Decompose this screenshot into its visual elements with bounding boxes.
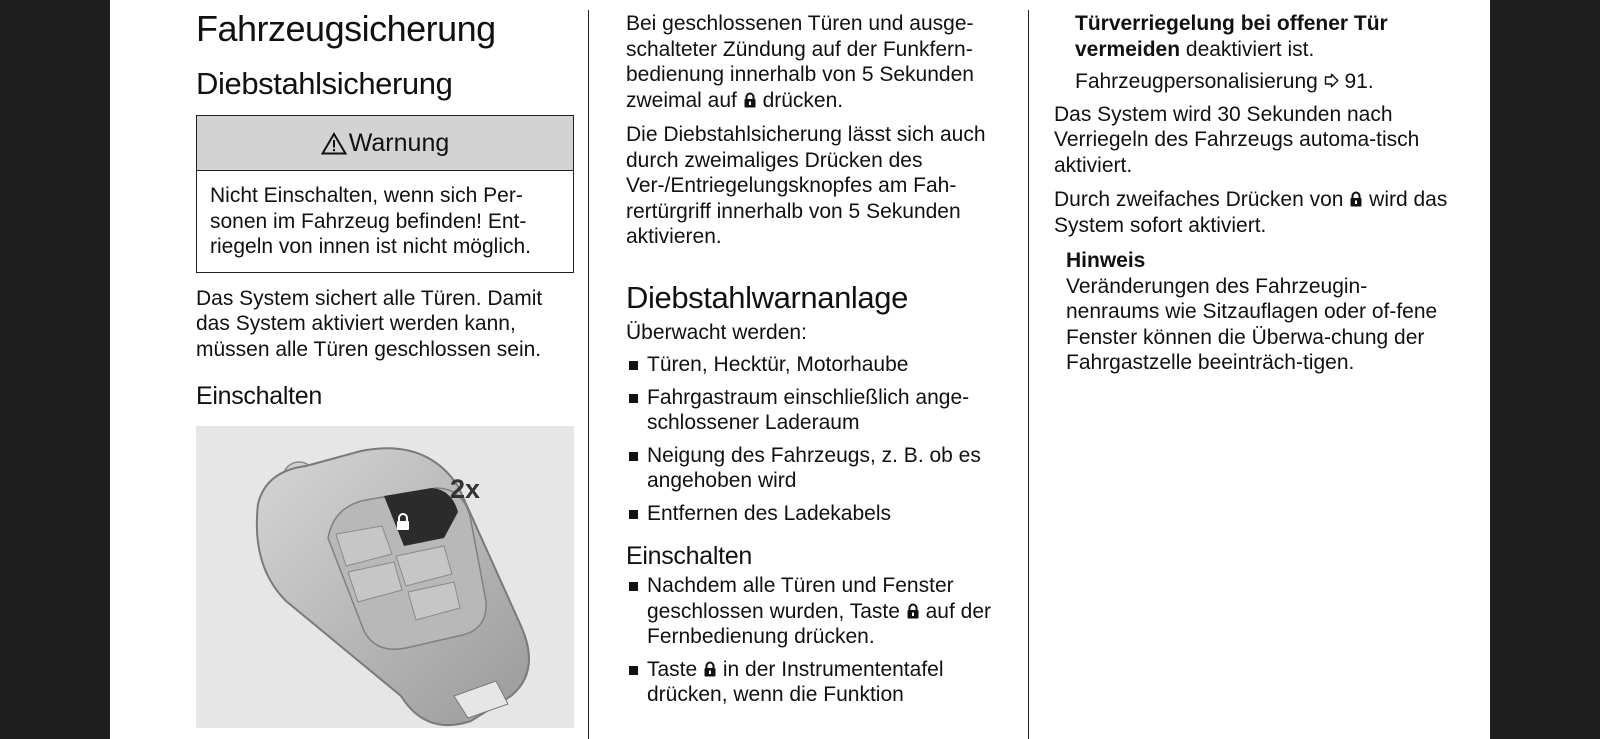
press-count-label: 2x: [450, 474, 481, 504]
activation-steps: [626, 573, 1016, 708]
setting-paragraph: Türverriegelung bei offener Tür vermeiden deaktiviert ist.: [1075, 12, 1388, 61]
manual-page: [110, 0, 1490, 739]
section-heading-einschalten: Einschalten: [196, 382, 322, 410]
key-fob-illustration: [196, 426, 574, 728]
page-title: Fahrzeugsicherung: [196, 8, 496, 49]
warning-text: Nicht Einschalten, wenn sich Per-sonen im Fahrzeug befinden! Ent-riegeln von innen ist nicht möglich.: [210, 184, 532, 258]
column-divider-1: [588, 10, 589, 739]
monitored-list: [626, 352, 1016, 526]
auto-activation-paragraph: Das System wird 30 Sekunden nach Verriegeln des Fahrzeugs automa-tisch aktiviert.: [1054, 102, 1420, 177]
column-left: [196, 0, 574, 504]
door-handle-paragraph: Die Diebstahlsicherung lässt sich auch durch zweimaliges Drücken des Ver-/Entriegelungsknopfes am Fah-rertürgriff innerhalb von 5 Sekunden aktivieren.: [626, 123, 986, 248]
list-item: Türen, Hecktür, Motorhaube: [626, 352, 1016, 378]
list-item: Neigung des Fahrzeugs, z. B. ob es angehoben wird: [626, 443, 1016, 494]
warning-triangle-icon: [321, 132, 347, 155]
lock-icon: [703, 661, 717, 677]
key-fob-image: [196, 426, 574, 728]
note-text: Veränderungen des Fahrzeugin-nenraums wie Sitzauflagen oder of-fene Fenster können die Überwa-chung der Fahrgastzelle beeinträch-tigen.: [1066, 274, 1438, 374]
note-block: [1054, 248, 1454, 376]
warning-header: [197, 116, 573, 171]
personalization-reference[interactable]: Fahrzeugpersonalisierung 91.: [1075, 70, 1374, 93]
page-reference-arrow-icon: [1324, 73, 1339, 88]
note-heading: Hinweis: [1066, 249, 1146, 272]
list-item: Entfernen des Ladekabels: [626, 501, 1016, 527]
immediate-activation-paragraph: Durch zweifaches Drücken von wird das System sofort aktiviert.: [1054, 188, 1448, 237]
column-middle: [626, 0, 1016, 708]
lock-icon: [1349, 191, 1363, 207]
list-item: Nachdem alle Türen und Fenster geschlossen wurden, Taste auf der Fernbedienung drücken.: [626, 573, 1016, 650]
list-item: Fahrgastraum einschließlich ange-schlossener Laderaum: [626, 385, 1016, 436]
list-item: Taste in der Instrumententafel drücken, wenn die Funktion: [626, 657, 1016, 708]
activation-paragraph: Bei geschlossenen Türen und ausge-schalteter Zündung auf der Funkfern-bedienung innerhalb von 5 Sekunden zweimal auf drücken.: [626, 12, 974, 112]
system-paragraph: Das System sichert alle Türen. Damit das System aktiviert werden kann, müssen alle Türen geschlossen sein.: [196, 286, 543, 361]
subsection-heading-einschalten: Einschalten: [626, 542, 752, 570]
section-title-diebstahlwarnanlage: Diebstahlwarnanlage: [626, 279, 908, 315]
monitored-label: Überwacht werden:: [626, 320, 807, 344]
column-right: [1054, 0, 1454, 376]
lock-icon: [743, 92, 757, 108]
warning-box: [196, 115, 574, 273]
warning-heading: Warnung: [348, 128, 450, 157]
section-title-diebstahlsicherung: Diebstahlsicherung: [196, 66, 453, 101]
lock-icon: [906, 603, 920, 619]
column-divider-2: [1028, 10, 1029, 739]
